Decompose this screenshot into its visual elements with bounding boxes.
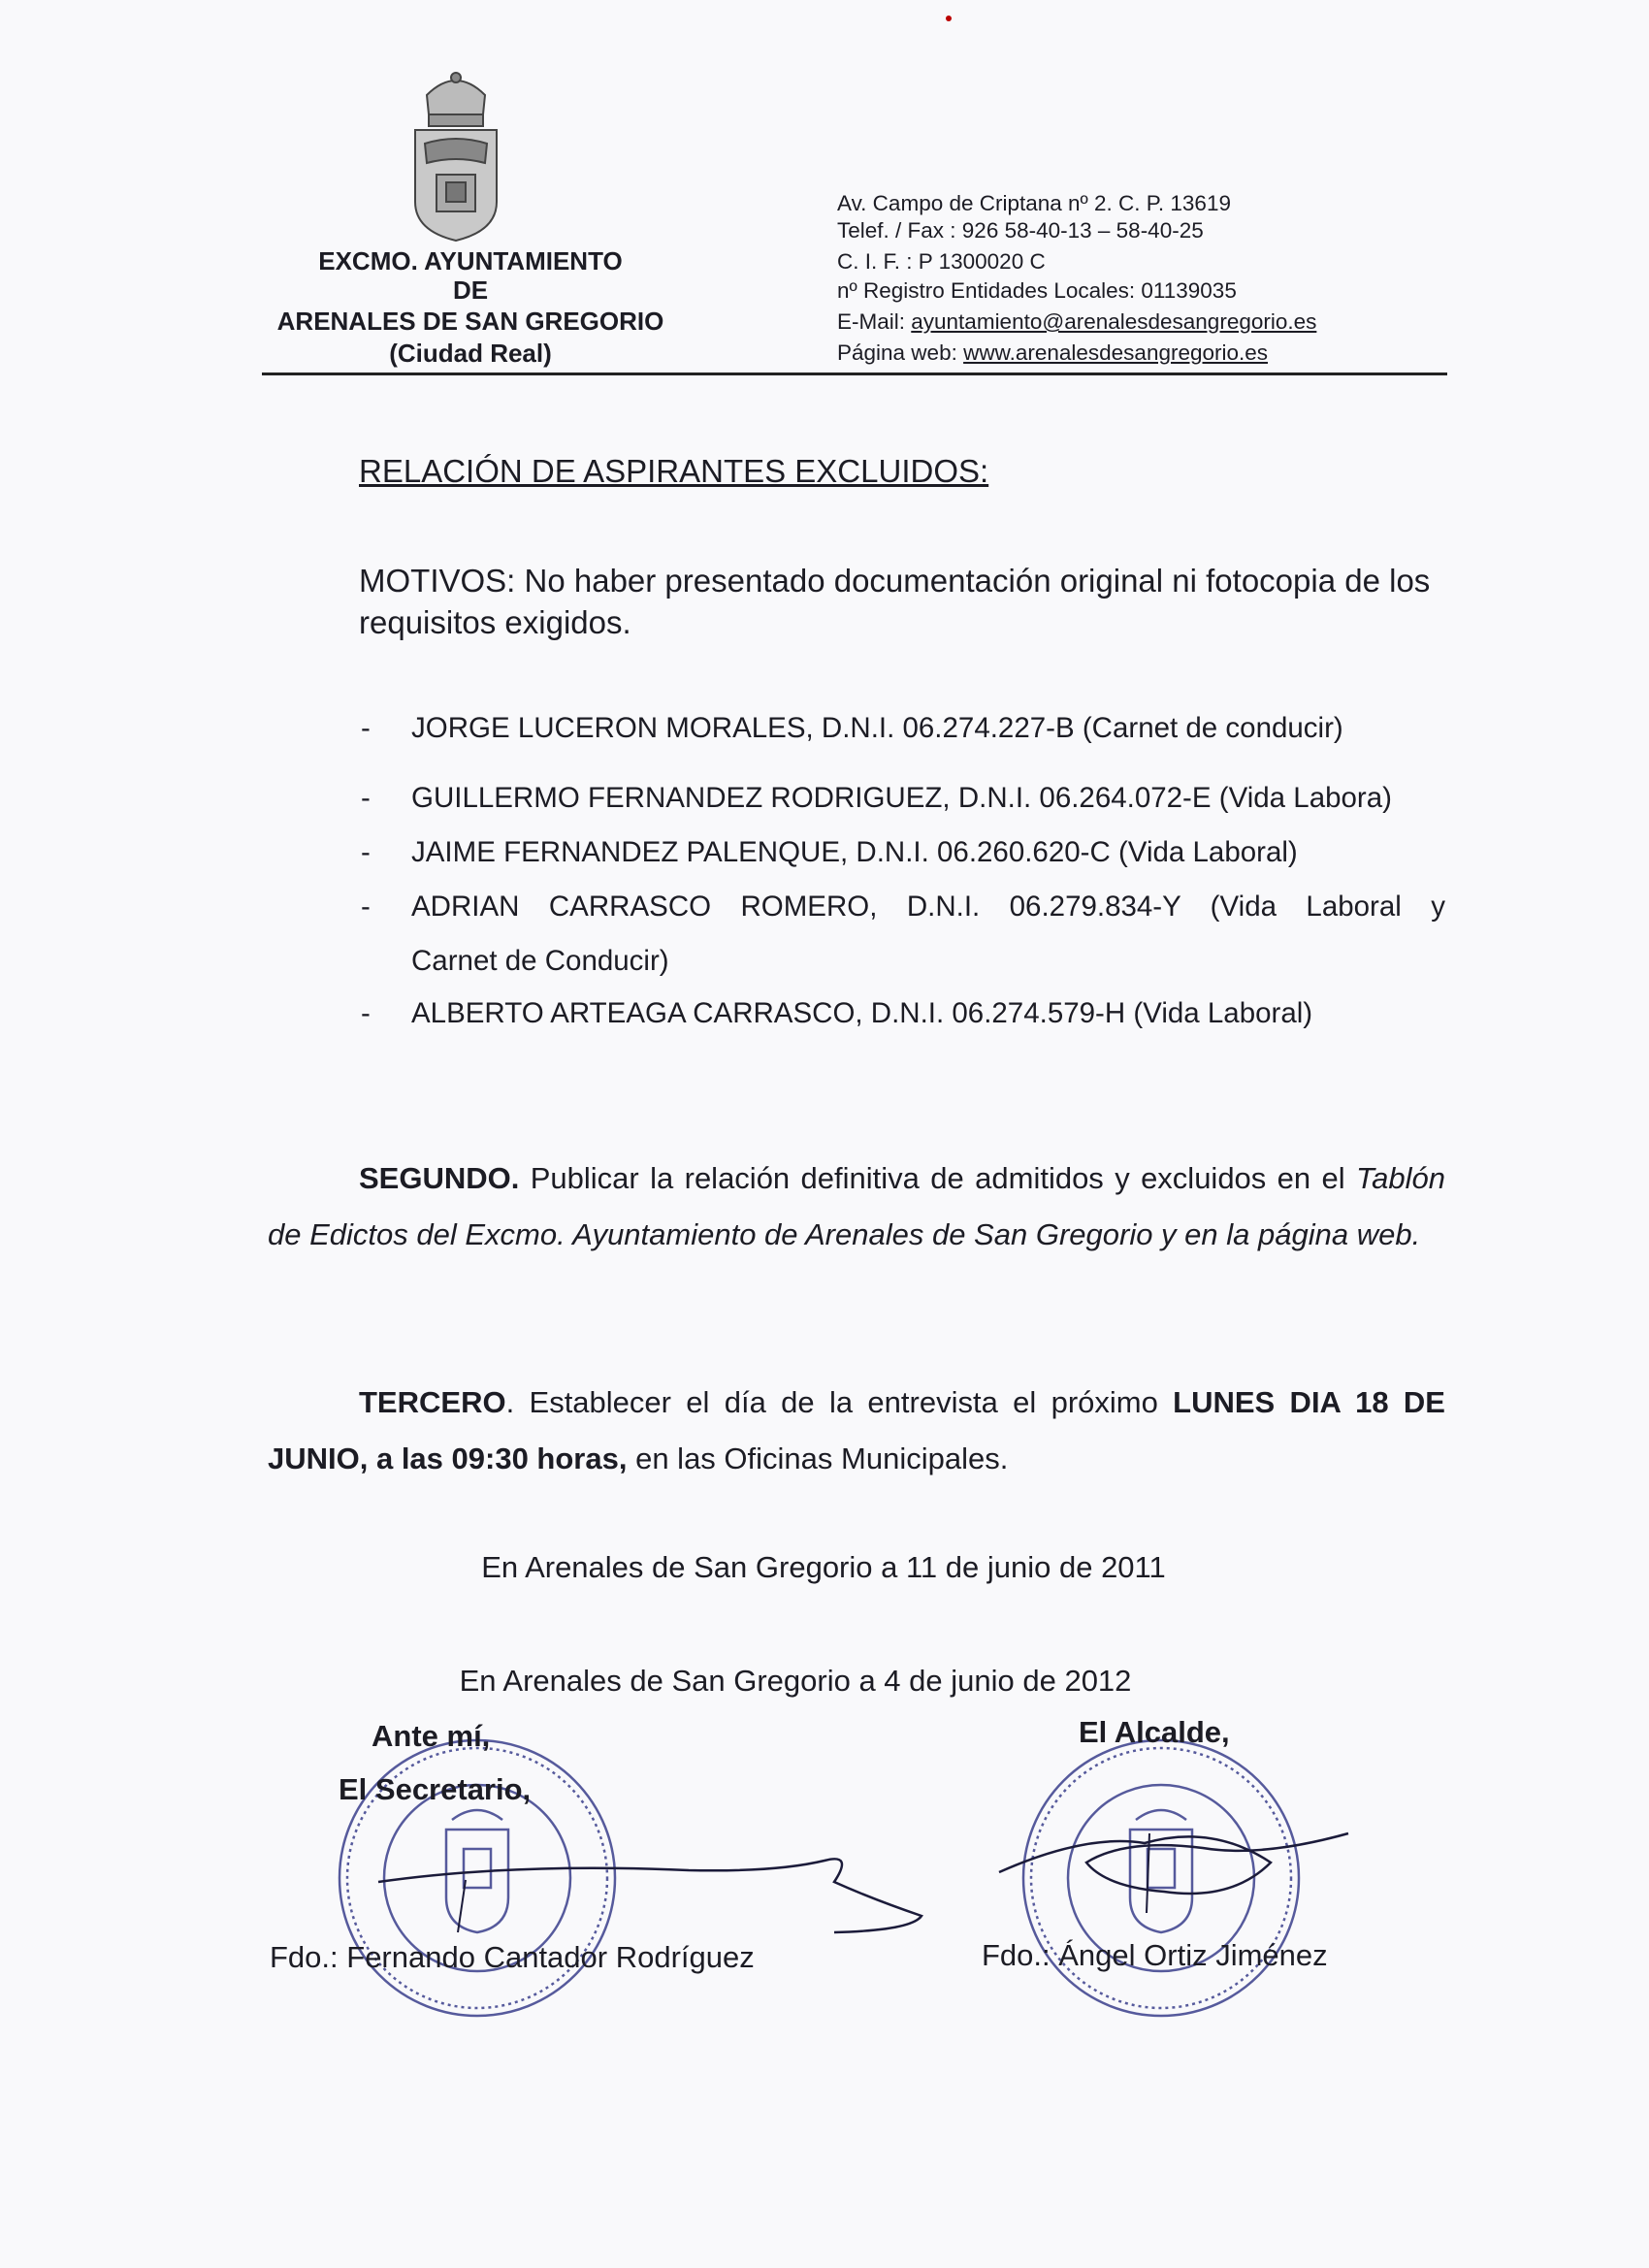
coat-of-arms-icon [407,66,504,244]
org-line-2: DE [452,275,489,305]
tercero-paragraph [268,1375,1445,1487]
web-label: Página web: [837,340,964,365]
list-item-text: JORGE LUCERON MORALES, D.N.I. 06.274.227-B (Carnet de conducir) [411,712,1343,744]
email-link[interactable]: ayuntamiento@arenalesdesangregorio.es [911,309,1317,334]
list-item-text: ADRIAN CARRASCO ROMERO, D.N.I. 06.279.834-Y (Vida Laboral y [411,891,1445,923]
org-line-3: ARENALES DE SAN GREGORIO [276,307,664,336]
secretary-title-1: Ante mí, [372,1719,491,1753]
phone: Telef. / Fax : 926 58-40-13 – 58-40-25 [837,218,1204,243]
address: Av. Campo de Criptana nº 2. C. P. 13619 [837,191,1231,215]
registry-number: nº Registro Entidades Locales: 01139035 [837,278,1237,303]
date-line-1: En Arenales de San Gregorio a 11 de junio de 2011 [481,1550,1166,1584]
segundo-label: SEGUNDO. [359,1161,520,1195]
ink-speck [946,16,952,21]
list-item-text: ALBERTO ARTEAGA CARRASCO, D.N.I. 06.274.579-H (Vida Laboral) [411,997,1313,1029]
cif: C. I. F. : P 1300020 C [837,249,1046,274]
mayor-name: Fdo.: Ángel Ortiz Jiménez [982,1938,1328,1972]
list-item [361,836,1298,869]
secretary-name: Fdo.: Fernando Cantador Rodríguez [270,1940,755,1974]
motivos-paragraph: MOTIVOS: No haber presentado documentación original ni fotocopia de los requisitos exigidos. [359,563,1431,640]
segundo-paragraph [268,1150,1445,1263]
list-item [361,891,411,923]
list-item-text: JAIME FERNANDEZ PALENQUE, D.N.I. 06.260.620-C (Vida Laboral) [411,836,1298,868]
segundo-text: Publicar la relación definitiva de admitidos y excluidos en el [519,1161,1357,1195]
list-dash: - [361,891,371,923]
segundo-italic: Tablón de Edictos del Excmo. Ayuntamiento de Arenales de San Gregorio y en la página web. [268,1161,1445,1251]
email-line [837,308,1316,335]
org-line-4: (Ciudad Real) [389,339,552,368]
list-item [361,782,1392,815]
tercero-end: en las Oficinas Municipales. [627,1442,1009,1475]
email-label: E-Mail: [837,309,912,334]
list-item-continuation: Carnet de Conducir) [411,945,669,977]
list-dash: - [361,836,371,868]
org-line-1: EXCMO. AYUNTAMIENTO [318,246,623,275]
list-item [361,712,1343,745]
list-dash: - [361,782,371,814]
list-dash: - [361,712,371,744]
secretary-title-2: El Secretario, [339,1772,532,1806]
mayor-signature-icon [980,1804,1358,1930]
tercero-bold: LUNES DIA 18 DE JUNIO, a las 09:30 horas, [268,1385,1445,1475]
web-line [837,340,1268,366]
secretary-signature-icon [369,1824,941,1950]
mayor-title: El Alcalde, [1079,1715,1230,1749]
date-line-2: En Arenales de San Gregorio a 4 de junio de 2012 [459,1664,1132,1698]
header-divider [262,373,1447,375]
list-item-text: GUILLERMO FERNANDEZ RODRIGUEZ, D.N.I. 06.264.072-E (Vida Labora) [411,782,1392,814]
list-dash: - [361,997,371,1029]
tercero-text: . Establecer el día de la entrevista el próximo [505,1385,1174,1419]
web-link[interactable]: www.arenalesdesangregorio.es [963,340,1269,365]
tercero-label: TERCERO [359,1385,506,1419]
list-item [361,997,1312,1030]
section-heading: RELACIÓN DE ASPIRANTES EXCLUIDOS: [359,453,989,489]
